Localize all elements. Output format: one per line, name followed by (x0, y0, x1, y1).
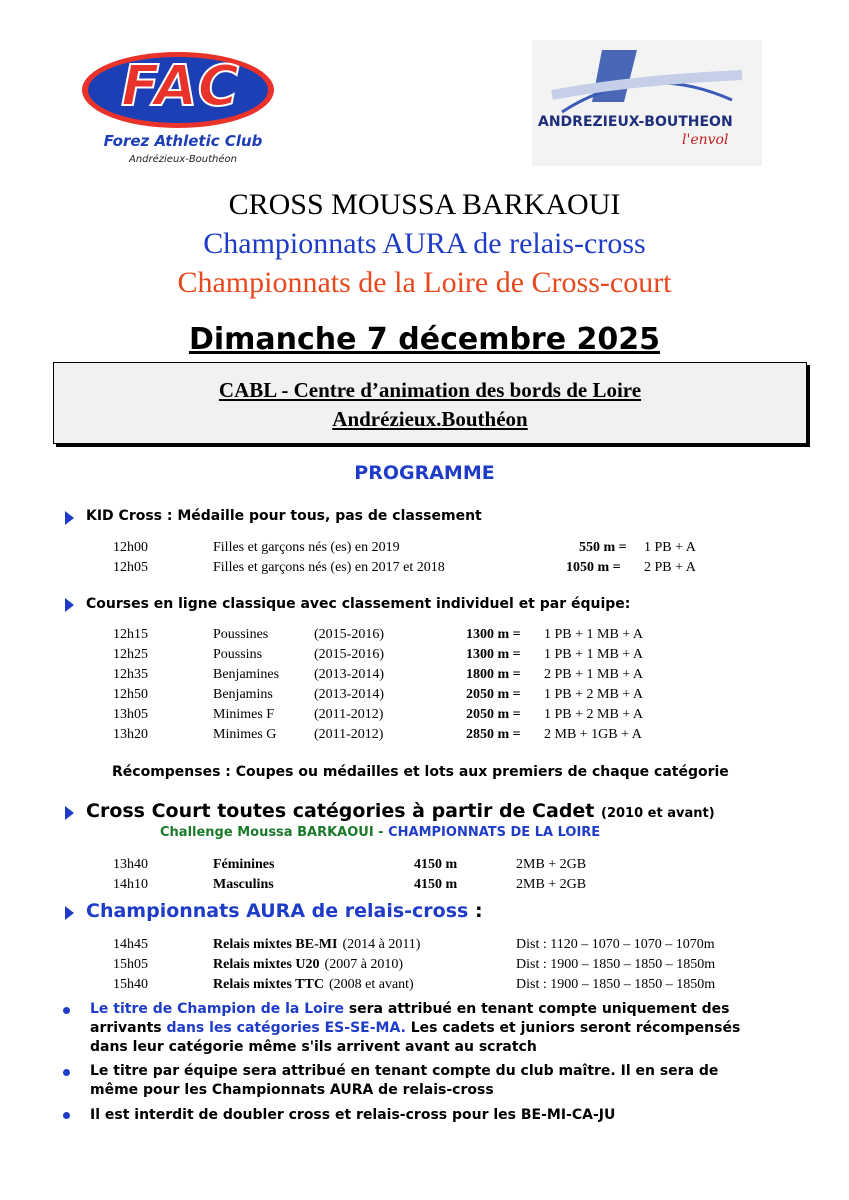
bullet-icon (63, 1007, 70, 1014)
kid-label: Filles et garçons nés (es) en 2017 et 2018 (213, 560, 445, 575)
court-subheading (160, 825, 600, 840)
note-champion-loire-title: Le titre de Champion de la Loire (90, 1001, 344, 1017)
relais-time: 14h45 (113, 937, 148, 952)
ligne-time: 12h50 (113, 687, 148, 702)
kid-label: Filles et garçons nés (es) en 2019 (213, 540, 400, 555)
kid-dist: 550 m = (579, 540, 627, 555)
court-heading (86, 800, 715, 822)
relais-years: (2007 à 2010) (324, 957, 404, 972)
ligne-category: Benjamins (213, 687, 273, 702)
relais-years: (2008 et avant) (328, 977, 414, 992)
kid-time: 12h00 (113, 540, 148, 555)
fac-logo-mark: FAC (121, 54, 241, 119)
ligne-dist: 2850 m = (466, 727, 521, 742)
relais-heading-colon: : (468, 900, 483, 922)
court-heading-years: (2010 et avant) (601, 806, 715, 821)
aura-title: Championnats AURA de relais-cross (203, 227, 646, 260)
ligne-dist: 1300 m = (466, 627, 521, 642)
andrezieux-logo-tagline: l'envol (682, 132, 729, 148)
ligne-detail: 1 PB + 2 MB + A (544, 707, 644, 722)
court-cat: Masculins (213, 877, 274, 892)
arrow-icon (65, 906, 74, 920)
ligne-dist: 1300 m = (466, 647, 521, 662)
note-champion-loire-text-a: sera attribué en tenant compte uniquement des arrivants (90, 1001, 730, 1036)
relais-category: Relais mixtes U20 (213, 957, 320, 972)
kid-dist: 1050 m = (566, 560, 621, 575)
fac-logo-name: Forez Athletic Club (103, 132, 263, 150)
ligne-detail: 2 MB + 1GB + A (544, 727, 642, 742)
event-title: CROSS MOUSSA BARKAOUI (228, 188, 621, 221)
ligne-time: 13h05 (113, 707, 148, 722)
bullet-icon (63, 1069, 70, 1076)
court-detail: 2MB + 2GB (516, 857, 587, 872)
ligne-time: 12h35 (113, 667, 148, 682)
court-time: 13h40 (113, 857, 148, 872)
ligne-years: (2013-2014) (314, 687, 384, 702)
ligne-category: Poussins (213, 647, 263, 662)
programme-title: PROGRAMME (354, 462, 495, 484)
ligne-category: Minimes G (213, 727, 277, 742)
challenge-label: Challenge Moussa BARKAOUI - (160, 825, 389, 840)
venue-line2: Andrézieux.Bouthéon (332, 407, 528, 431)
relais-dist: Dist : 1900 – 1850 – 1850 – 1850m (516, 957, 716, 972)
kid-detail: 1 PB + A (644, 540, 696, 555)
court-dist: 4150 m (414, 877, 458, 892)
ligne-years: (2015-2016) (314, 627, 384, 642)
court-time: 14h10 (113, 877, 148, 892)
ligne-heading: Courses en ligne classique avec classement individuel et par équipe: (86, 596, 631, 612)
note-champion-loire (90, 1000, 770, 1057)
ligne-years: (2015-2016) (314, 647, 384, 662)
championnats-loire-label: CHAMPIONNATS DE LA LOIRE (388, 825, 601, 840)
ligne-dist: 2050 m = (466, 687, 521, 702)
arrow-icon (65, 511, 74, 525)
relais-dist: Dist : 1900 – 1850 – 1850 – 1850m (516, 977, 716, 992)
awards-text: Récompenses : Coupes ou médailles et lots aux premiers de chaque catégorie (112, 764, 729, 780)
kid-time: 12h05 (113, 560, 148, 575)
andrezieux-logo-name: ANDREZIEUX-BOUTHEON (538, 114, 733, 130)
note-interdit: Il est interdit de doubler cross et relais-cross pour les BE-MI-CA-JU (90, 1107, 616, 1123)
ligne-detail: 1 PB + 1 MB + A (544, 627, 644, 642)
note-champion-loire-categories: dans les catégories ES-SE-MA. (166, 1020, 406, 1036)
arrow-icon (65, 806, 74, 820)
bullet-icon (63, 1112, 70, 1119)
kid-detail: 2 PB + A (644, 560, 696, 575)
relais-time: 15h05 (113, 957, 148, 972)
court-cat: Féminines (213, 857, 275, 872)
ligne-years: (2011-2012) (314, 707, 384, 722)
relais-heading-text: Championnats AURA de relais-cross (86, 900, 469, 922)
relais-dist: Dist : 1120 – 1070 – 1070 – 1070m (516, 937, 715, 952)
ligne-time: 12h25 (113, 647, 148, 662)
ligne-time: 12h15 (113, 627, 148, 642)
event-date: Dimanche 7 décembre 2025 (188, 322, 661, 357)
relais-years: (2014 à 2011) (342, 937, 421, 952)
ligne-time: 13h20 (113, 727, 148, 742)
loire-title: Championnats de la Loire de Cross-court (177, 266, 672, 299)
relais-heading (86, 900, 483, 922)
fac-logo-city: Andrézieux-Bouthéon (128, 154, 238, 165)
ligne-category: Benjamines (213, 667, 280, 682)
court-dist: 4150 m (414, 857, 458, 872)
ligne-detail: 1 PB + 2 MB + A (544, 687, 644, 702)
venue-box (53, 362, 807, 444)
ligne-category: Poussines (213, 627, 269, 642)
relais-time: 15h40 (113, 977, 148, 992)
fac-logo (78, 42, 288, 172)
note-equipe: Le titre par équipe sera attribué en tenant compte du club maître. Il en sera de même pour les Championnats AURA de relais-cross (90, 1063, 719, 1098)
relais-category: Relais mixtes TTC (213, 977, 324, 992)
relais-category: Relais mixtes BE-MI (213, 937, 338, 952)
venue-line1: CABL - Centre d’animation des bords de Loire (218, 378, 642, 402)
ligne-years: (2011-2012) (314, 727, 384, 742)
ligne-detail: 1 PB + 1 MB + A (544, 647, 644, 662)
kid-heading: KID Cross : Médaille pour tous, pas de classement (86, 508, 482, 524)
court-heading-main: Cross Court toutes catégories à partir de Cadet (86, 800, 595, 822)
ligne-dist: 2050 m = (466, 707, 521, 722)
ligne-category: Minimes F (213, 707, 275, 722)
andrezieux-logo (532, 40, 762, 166)
ligne-years: (2013-2014) (314, 667, 384, 682)
court-detail: 2MB + 2GB (516, 877, 587, 892)
ligne-dist: 1800 m = (466, 667, 521, 682)
note-champion-loire-text-b: Les cadets et juniors seront récompensés dans leur catégorie même s'ils arrivent avant au scratch (90, 1020, 741, 1055)
arrow-icon (65, 598, 74, 612)
ligne-detail: 2 PB + 1 MB + A (544, 667, 644, 682)
